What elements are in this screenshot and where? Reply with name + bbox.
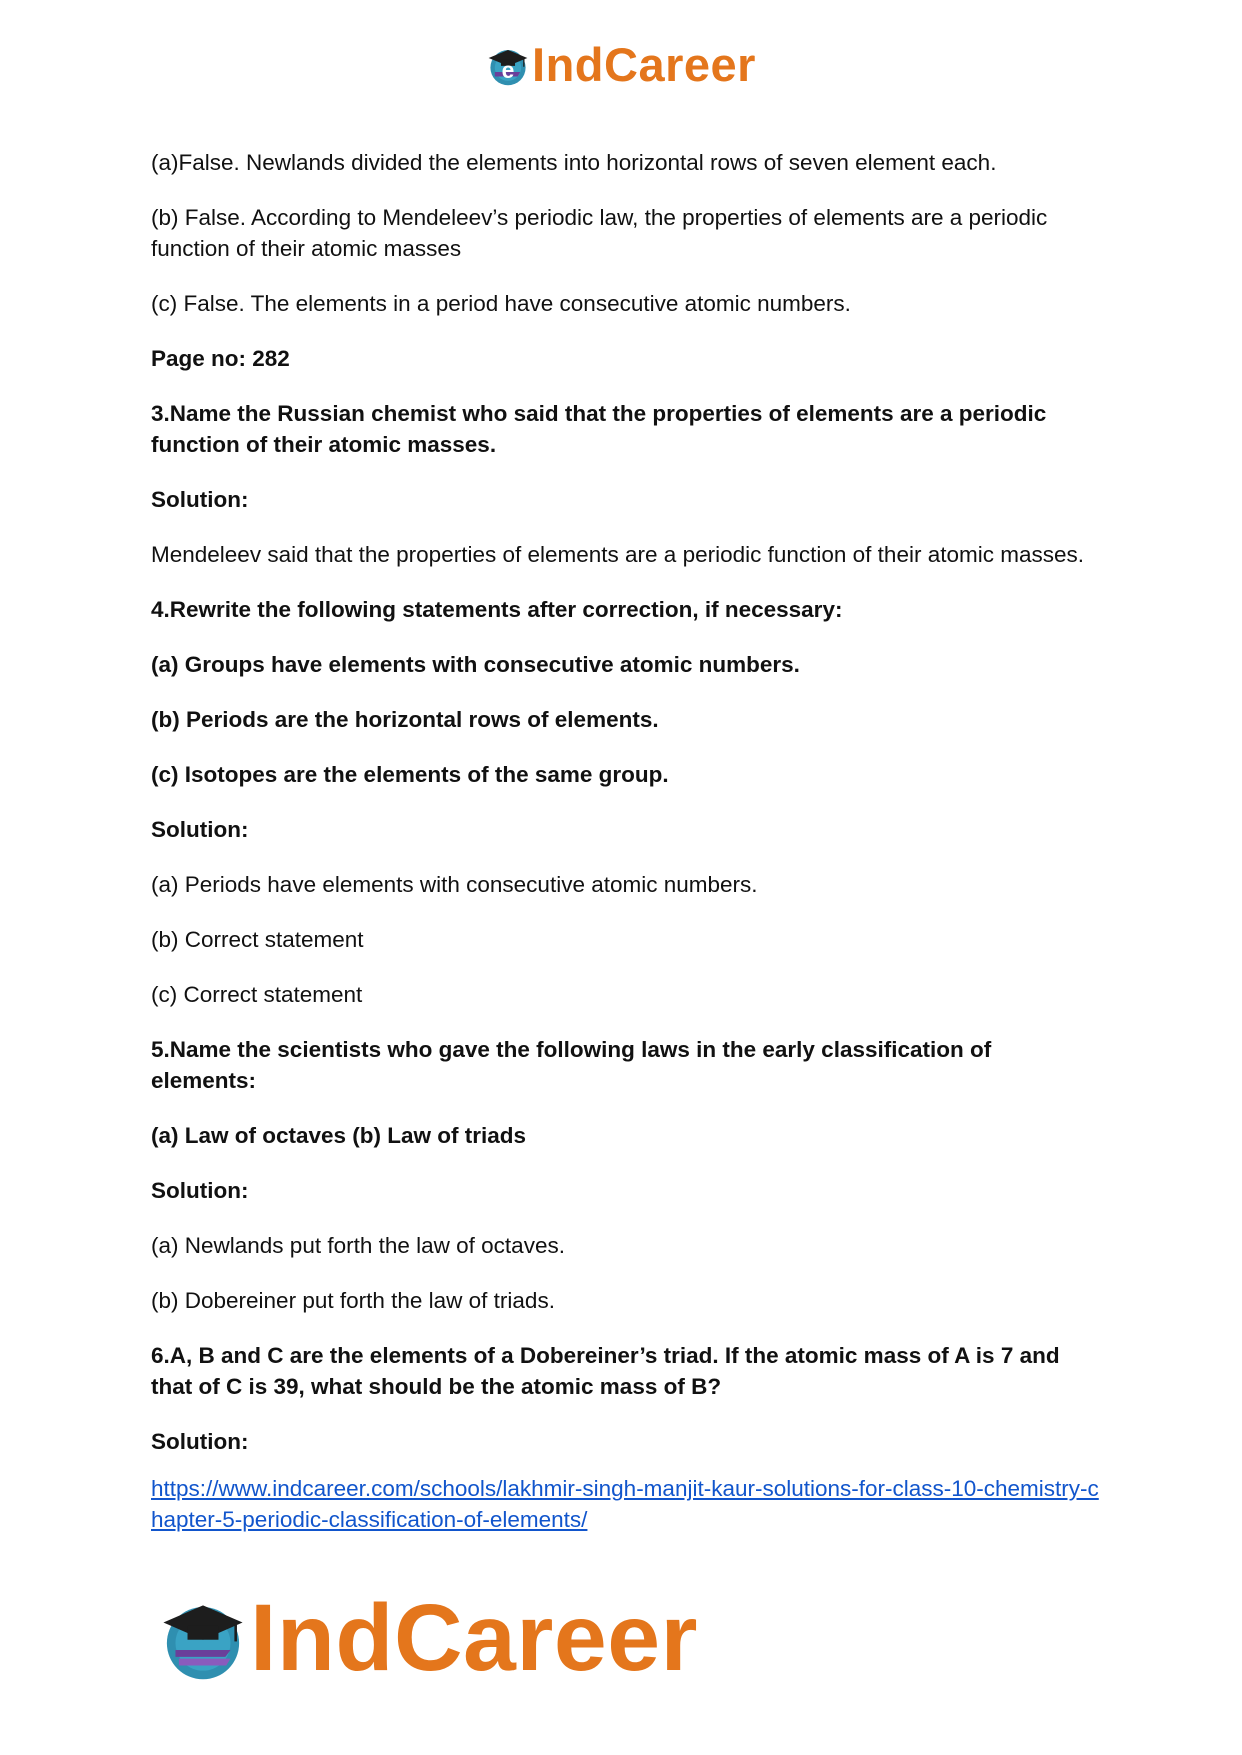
- graduation-cap-books-icon: [160, 1595, 246, 1681]
- answer-4c: (c) Correct statement: [151, 982, 363, 1007]
- header-logo: [0, 40, 1242, 90]
- brand-prefix: e: [501, 57, 515, 84]
- question-5-parts: (a) Law of octaves (b) Law of triads: [151, 1123, 527, 1148]
- solutions-link[interactable]: https://www.indcareer.com/schools/lakhmir-singh-manjit-kaur-solutions-for-class-10-chemistry-chapter-5-periodic-classification-of-elements/: [151, 1476, 1099, 1532]
- answer-4a: (a) Periods have elements with consecutive atomic numbers.: [151, 872, 758, 897]
- graduation-cap-globe-icon: [486, 43, 530, 87]
- question-4a: (a) Groups have elements with consecutive atomic numbers.: [151, 652, 800, 677]
- solution-label-6: Solution:: [151, 1429, 249, 1454]
- question-4c: (c) Isotopes are the elements of the same group.: [151, 762, 669, 787]
- answer-5a: (a) Newlands put forth the law of octaves.: [151, 1233, 565, 1258]
- brand-name: IndCareer: [532, 38, 756, 91]
- solution-label-3: Solution:: [151, 487, 249, 512]
- brand-name-large: IndCareer: [250, 1585, 699, 1691]
- document-body: [151, 147, 1101, 1535]
- solution-label-4: Solution:: [151, 817, 249, 842]
- answer-2a: (a)False. Newlands divided the elements into horizontal rows of seven element each.: [151, 150, 997, 175]
- question-5: 5.Name the scientists who gave the following laws in the early classification of elements:: [151, 1037, 992, 1093]
- answer-5b: (b) Dobereiner put forth the law of triads.: [151, 1288, 555, 1313]
- footer-logo: [160, 1585, 699, 1691]
- answer-4b: (b) Correct statement: [151, 927, 364, 952]
- question-3: 3.Name the Russian chemist who said that the properties of elements are a periodic function of their atomic masses.: [151, 401, 1047, 457]
- solution-label-5: Solution:: [151, 1178, 249, 1203]
- answer-2c: (c) False. The elements in a period have consecutive atomic numbers.: [151, 291, 851, 316]
- question-4b: (b) Periods are the horizontal rows of elements.: [151, 707, 659, 732]
- answer-2b: (b) False. According to Mendeleev’s periodic law, the properties of elements are a periodic function of their atomic masses: [151, 205, 1048, 261]
- answer-3: Mendeleev said that the properties of elements are a periodic function of their atomic masses.: [151, 542, 1084, 567]
- question-6: 6.A, B and C are the elements of a Dobereiner’s triad. If the atomic mass of A is 7 and that of C is 39, what should be the atomic mass of B?: [151, 1343, 1060, 1399]
- page-number-heading: Page no: 282: [151, 346, 290, 371]
- question-4: 4.Rewrite the following statements after correction, if necessary:: [151, 597, 843, 622]
